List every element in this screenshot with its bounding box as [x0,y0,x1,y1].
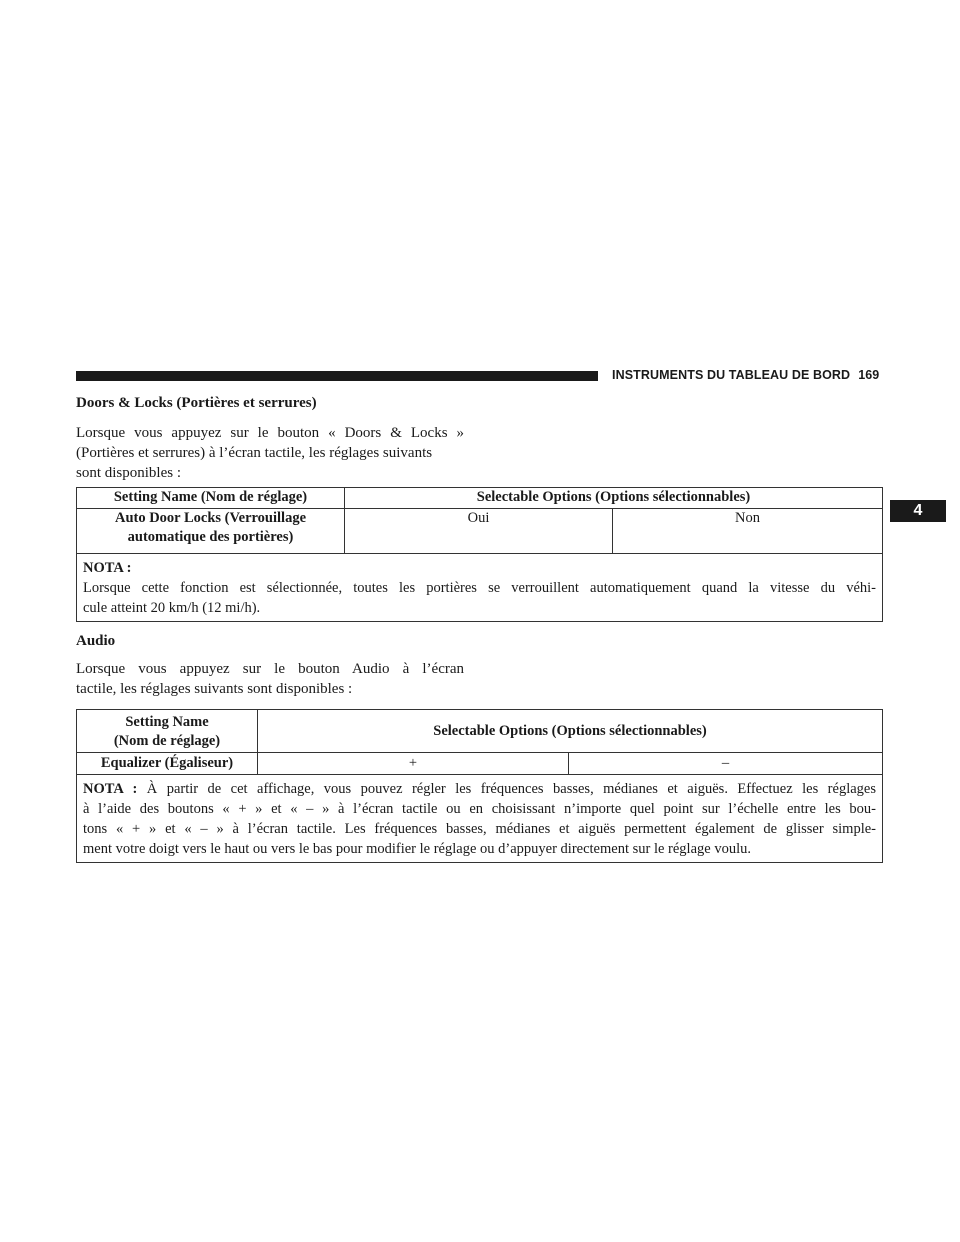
setting-name-line: automatique des portières) [127,529,294,545]
setting-name-cell [77,509,345,554]
column-header-options: Selectable Options (Options sélectionnables) [258,710,883,753]
intro-line: tactile, les réglages suivants sont disponibles : [76,681,353,697]
section-title-doors-locks: Doors & Locks (Portières et serrures) [76,395,317,411]
column-header-setting [77,710,258,753]
intro-line: Lorsque vous appuyez sur le bouton Audio à l’écran [76,661,464,677]
header-line: (Nom de réglage) [113,733,221,749]
option-minus: – [569,753,883,775]
section-title-audio: Audio [76,633,116,649]
setting-name-cell: Equalizer (Égaliseur) [77,753,258,775]
note-line: ment votre doigt vers le haut ou vers le bas pour modifier le réglage ou d’appuyer directement sur le réglage voulu. [83,841,751,857]
audio-table [76,709,883,863]
note-label: NOTA : [83,781,138,797]
header-rule [76,371,598,381]
running-header [612,368,888,382]
setting-name-line: Auto Door Locks (Verrouillage [114,510,307,526]
note-line: cule atteint 20 km/h (12 mi/h). [83,600,261,616]
note-line: tons « + » et « – » à l’écran tactile. Les fréquences basses, médianes et aiguës permettent également de glisser simple- [83,821,876,837]
note-text: À partir de cet affichage, vous pouvez régler les fréquences basses, médianes et aiguës. Effectuez les réglages [146,781,876,797]
chapter-tab: 4 [890,500,946,522]
note-line: à l’aide des boutons « + » et « – » à l’écran tactile ou en choisissant n’importe quel point sur l’échelle entre les bou- [83,801,876,817]
option-oui: Oui [345,509,613,554]
doors-locks-intro [76,423,464,483]
doors-locks-table [76,487,883,622]
note-label: NOTA : [83,560,132,576]
note-line: Lorsque cette fonction est sélectionnée, toutes les portières se verrouillent automatiquement quand la vitesse du véhi- [83,580,876,596]
option-plus: + [258,753,569,775]
intro-line: sont disponibles : [76,465,182,481]
note-cell [77,554,883,622]
note-line [83,779,876,799]
header-line: Setting Name [125,714,209,730]
note-cell [77,775,883,863]
page-number: 169 [858,368,880,382]
column-header-options: Selectable Options (Options sélectionnables) [345,488,883,509]
intro-line: (Portières et serrures) à l’écran tactile, les réglages suivants [76,445,433,461]
option-non: Non [613,509,883,554]
column-header-setting: Setting Name (Nom de réglage) [77,488,345,509]
intro-line: Lorsque vous appuyez sur le bouton « Doors & Locks » [76,425,464,441]
header-title: INSTRUMENTS DU TABLEAU DE BORD [612,368,851,382]
audio-intro [76,659,464,699]
